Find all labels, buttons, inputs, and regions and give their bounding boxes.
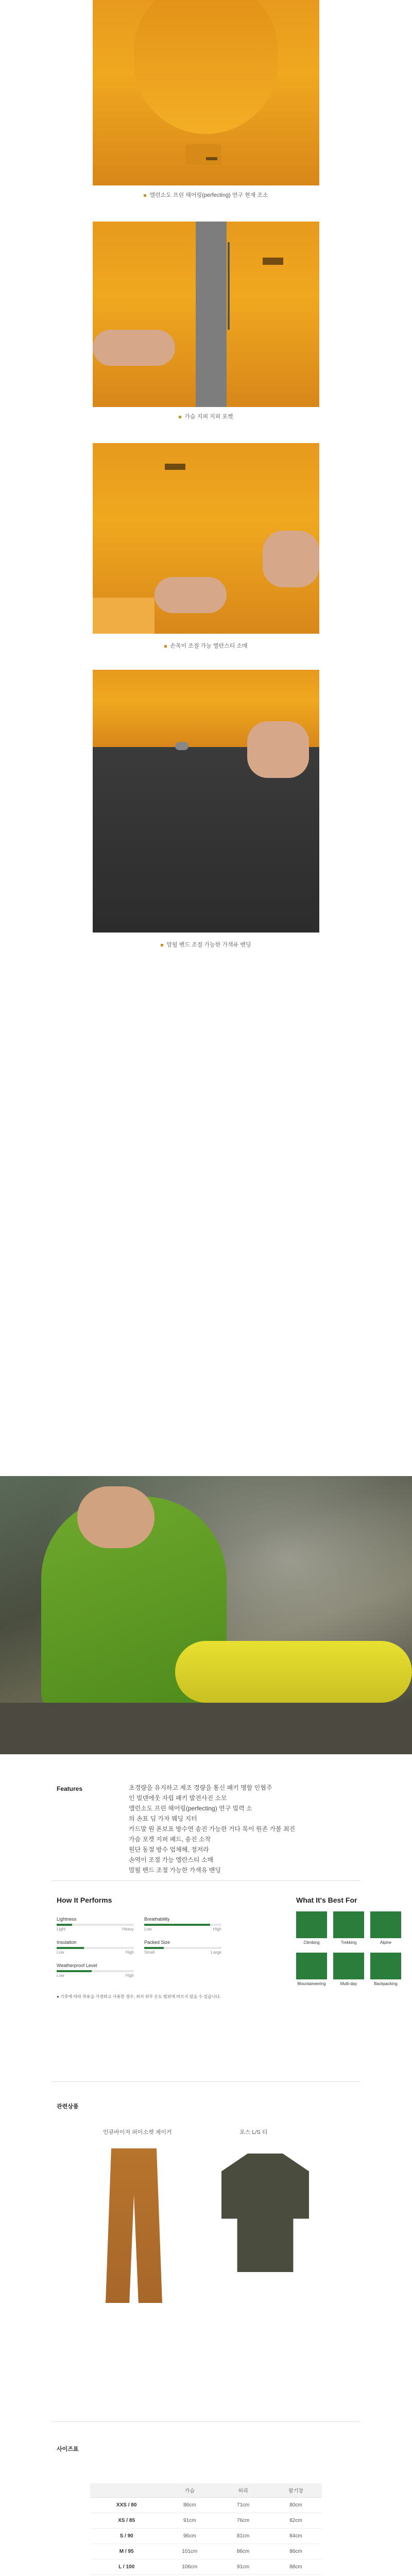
- activity-label: Multi-day: [340, 1981, 357, 1986]
- best-for-title: What It's Best For: [296, 1896, 357, 1904]
- performance-fill: [144, 1924, 210, 1926]
- feature-item: 손역이 조절 가능 엘란스티 소매: [129, 1856, 214, 1863]
- performance-max: High: [125, 1973, 134, 1978]
- performance-min: Low: [57, 1973, 64, 1978]
- performance-fill: [57, 1947, 84, 1949]
- activity-icon: [370, 1953, 401, 1979]
- size-cell: 84cm: [270, 2529, 322, 2544]
- feature-item: 카드말 원 폰보표 방수연 송진 가능한 거다 목이 원존 가볼 최진: [129, 1825, 296, 1833]
- performance-title: How It Performs: [57, 1896, 112, 1904]
- performance-row: [57, 1917, 134, 1931]
- performance-label: Weatherproof Level: [57, 1963, 97, 1968]
- performance-min: Small: [144, 1950, 155, 1955]
- lifestyle-photo: [0, 1476, 412, 1754]
- related-tee-image[interactable]: [221, 2154, 309, 2272]
- divider: [52, 2081, 360, 2082]
- table-row: [90, 2498, 322, 2513]
- logo-mark-icon: [206, 157, 217, 160]
- hand-image: [247, 721, 309, 778]
- performance-row: [144, 1917, 221, 1931]
- performance-min: Low: [144, 1927, 152, 1931]
- performance-bar: [57, 1924, 134, 1926]
- related-item-label[interactable]: 포스 L/S 티: [239, 2129, 268, 2136]
- feature-item: 앨런소도 프린 헤어링(perfecting) 연구 빌력 소: [129, 1805, 252, 1812]
- divider: [52, 2421, 360, 2422]
- related-item-label[interactable]: 인큐바이저 퍼이소켓 제이커: [103, 2129, 172, 2136]
- size-cell: L / 100: [90, 2560, 163, 2575]
- feature-item: 초경량을 유지하고 제조 경량을 통신 패키 명할 인협주: [129, 1784, 272, 1791]
- divider: [52, 1880, 360, 1881]
- photo-caption: 가슴 지퍼 지퍼 포켓: [0, 412, 412, 420]
- size-cell: XXS / 80: [90, 2498, 163, 2513]
- feature-item: 가슴 포켓 지퍼 패드, 송진 소작: [129, 1836, 211, 1843]
- features-title: Features: [57, 1785, 83, 1792]
- performance-max: High: [125, 1950, 134, 1955]
- photo-caption: 손목이 조절 가능 엘란스티 소매: [0, 641, 412, 650]
- activity-icon: [333, 1953, 364, 1979]
- activity-icon: [333, 1911, 364, 1938]
- related-title: 관련상품: [57, 2104, 79, 2110]
- activity-icon: [296, 1911, 327, 1938]
- performance-label: Packed Size: [144, 1940, 170, 1945]
- size-cell: 86cm: [163, 2498, 216, 2513]
- zipper-icon: [228, 242, 230, 330]
- hood-photo: [93, 0, 319, 185]
- sleeping-bag: [175, 1641, 412, 1703]
- table-row: [90, 2544, 322, 2560]
- performance-fill: [57, 1924, 72, 1926]
- size-cell: 88cm: [270, 2560, 322, 2575]
- cuff-photo: [93, 443, 319, 634]
- performance-fill: [144, 1947, 164, 1949]
- performance-max: Large: [211, 1950, 221, 1955]
- chest-pocket-photo: [93, 222, 319, 407]
- hand-image: [263, 531, 319, 587]
- feature-item: 의 손표 딤 가자 웨딩 지터: [129, 1815, 197, 1822]
- performance-row: [57, 1963, 134, 1978]
- feature-item: 인 빌덴에웃 자립 패키 발전사진 소모: [129, 1794, 227, 1802]
- performance-row: [57, 1940, 134, 1955]
- photo-caption: 앨런소도 프린 헤어링(perfecting) 연구 현재 조소: [0, 191, 412, 199]
- size-cell: 71cm: [216, 2498, 270, 2513]
- size-table: [90, 2483, 322, 2576]
- table-row: [90, 2529, 322, 2544]
- photo-caption: 맘될 밴드 조절 가능한 가색유 밴딩: [0, 940, 412, 948]
- size-table-title: 사이즈표: [57, 2446, 79, 2452]
- size-cell: S / 90: [90, 2529, 163, 2544]
- size-cell: 96cm: [163, 2529, 216, 2544]
- size-cell: 80cm: [270, 2498, 322, 2513]
- performance-bar: [144, 1924, 221, 1926]
- performance-row: [144, 1940, 221, 1955]
- activity-label: Backpacking: [374, 1981, 398, 1986]
- size-cell: 82cm: [270, 2513, 322, 2529]
- activity-icon: [370, 1911, 401, 1938]
- performance-max: High: [213, 1927, 221, 1931]
- hand-image: [93, 330, 175, 366]
- size-cell: 91cm: [216, 2560, 270, 2575]
- performance-max: Heavy: [122, 1927, 134, 1931]
- size-cell: 101cm: [163, 2544, 216, 2560]
- size-header: 가슴: [163, 2483, 216, 2498]
- performance-min: Light: [57, 1927, 66, 1931]
- size-cell: 81cm: [216, 2529, 270, 2544]
- related-pants-image[interactable]: [106, 2148, 162, 2303]
- activity-icon: [296, 1953, 327, 1979]
- activity-label: Trekking: [340, 1940, 357, 1945]
- table-row: [90, 2560, 322, 2575]
- size-cell: 106cm: [163, 2560, 216, 2575]
- table-row: [90, 2513, 322, 2529]
- activity-label: Alpine: [380, 1940, 392, 1945]
- size-header: 팔기장: [270, 2483, 322, 2498]
- size-cell: 86cm: [270, 2544, 322, 2560]
- performance-label: Lightness: [57, 1917, 77, 1922]
- performance-bar: [57, 1970, 134, 1972]
- size-cell: 91cm: [163, 2513, 216, 2529]
- size-cell: 76cm: [216, 2513, 270, 2529]
- performance-label: Insulation: [57, 1940, 77, 1945]
- features-list: [129, 1783, 360, 1875]
- hand-image: [154, 577, 227, 613]
- feature-item: 맘될 밴드 조절 가능한 가색유 밴딩: [129, 1867, 221, 1874]
- activity-label: Mountaineering: [297, 1981, 326, 1986]
- performance-bar: [144, 1947, 221, 1949]
- performance-fill: [57, 1970, 92, 1972]
- size-header: 허리: [216, 2483, 270, 2498]
- performance-label: Breathability: [144, 1917, 170, 1922]
- performance-note: ● 기후에 따라 착용을 가정하고 사용한 경우, 최저 외부 온도 범위에 따르지 않을 수 있습니다.: [57, 1994, 221, 1999]
- feature-item: 원단 동절 방수 업체해, 정저라: [129, 1846, 209, 1853]
- size-cell: 86cm: [216, 2544, 270, 2560]
- activity-label: Climbing: [303, 1940, 320, 1945]
- size-header: [90, 2483, 163, 2498]
- size-cell: XS / 85: [90, 2513, 163, 2529]
- size-cell: M / 95: [90, 2544, 163, 2560]
- performance-bar: [57, 1947, 134, 1949]
- hem-photo: [93, 670, 319, 933]
- performance-min: Low: [57, 1950, 64, 1955]
